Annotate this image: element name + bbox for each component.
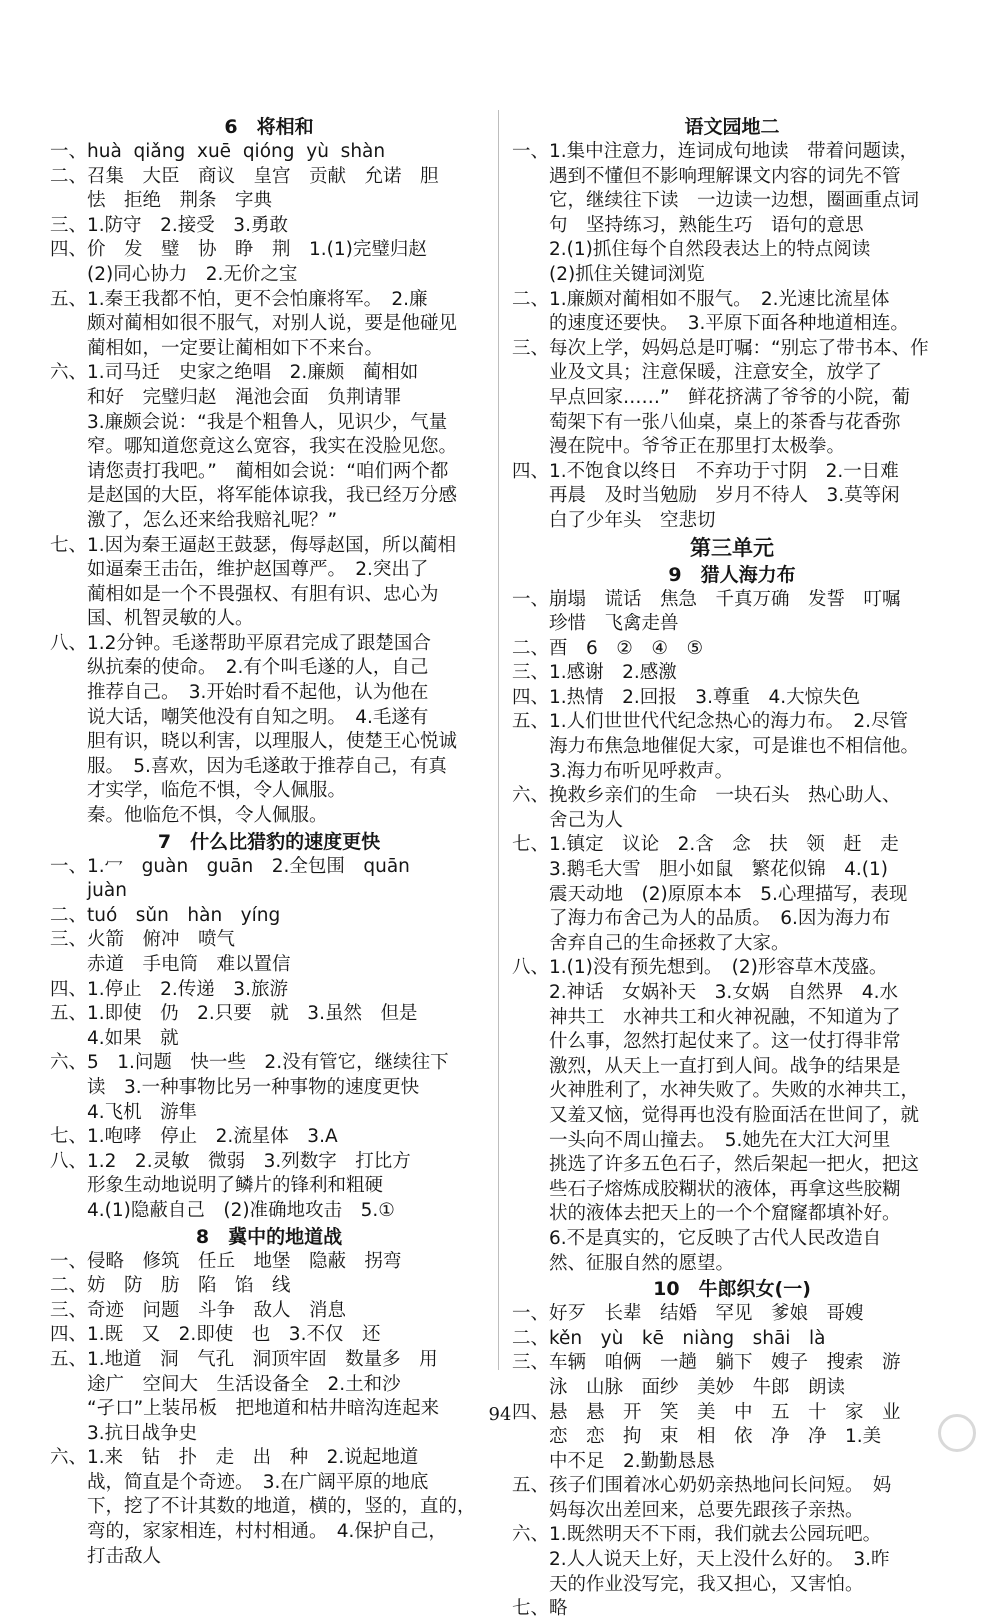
answer-line: 海力布焦急地催促大家，可是谁也不相信他。	[512, 736, 920, 758]
answer-line: 些石子熔炼成胶糊状的液体，再拿这些胶糊	[512, 1178, 901, 1200]
answer-line: 萄架下有一张八仙桌，桌上的茶香与花香弥	[512, 411, 901, 433]
answer-line: 泳 山脉 面纱 美妙 牛郎 朗读	[512, 1376, 846, 1398]
answer-line: 二、tuó sǔn hàn yíng	[50, 904, 281, 926]
answer-line: 三、每次上学，妈妈总是叮嘱：“别忘了带书本、作	[512, 337, 929, 359]
answer-line: (2)抓住关键词浏览	[512, 263, 705, 285]
answer-line: 状的液体去把天上的一个个窟窿都填补好。	[512, 1203, 901, 1225]
answer-line: 了海力布舍己为人的品质。 6.因为海力布	[512, 908, 891, 930]
answer-line: 下，挖了不计其数的地道，横的，竖的，直的，	[50, 1496, 476, 1518]
answer-line: 三、车辆 咱俩 一趟 躺下 嫂子 搜索 游	[512, 1352, 901, 1374]
answer-line: 舍己为人	[512, 809, 624, 831]
answer-line: 一、好歹 长辈 结婚 罕见 爹娘 哥嫂	[512, 1303, 864, 1325]
answer-line: 国、机智灵敏的人。	[50, 608, 254, 630]
answer-line: 请您责打我吧。” 蔺相如会说：“咱们两个都	[50, 460, 449, 482]
answer-line: 四、1.停止 2.传递 3.旅游	[50, 978, 288, 1000]
answer-line: 遇到不懂但不影响理解课文内容的词先不管	[512, 165, 901, 187]
answer-line: 和好 完璧归赵 渑池会面 负荆请罪	[50, 386, 402, 408]
answer-line: 六、5 1.问题 快一些 2.没有管它，继续往下	[50, 1052, 449, 1074]
answer-line: 3.海力布听见呼救声。	[512, 760, 734, 782]
answer-line: 再晨 及时当勉励 岁月不待人 3.莫等闲	[512, 485, 900, 507]
answer-line: 窄。哪知道您竟这么宽容，我实在没脸见您。	[50, 436, 458, 458]
answer-line: 怯 拒绝 荆条 字典	[50, 190, 273, 212]
answer-line: 弯的，家家相连，村村相通。 4.保护自己，	[50, 1521, 447, 1543]
answer-line: 神共工 水神共工和火神祝融，不知道为了	[512, 1006, 901, 1028]
answer-line: 又羞又恼，觉得再也没有脸面活在世间了，就	[512, 1104, 920, 1126]
answer-line: “孑口”上装吊板 把地道和枯井暗沟连起来	[50, 1398, 440, 1420]
answer-line: 4.如果 就	[50, 1027, 179, 1049]
answer-line: 七、略	[512, 1598, 568, 1620]
answer-line: 颇对蔺相如很不服气，对别人说，要是他碰见	[50, 313, 458, 335]
answer-line: 三、1.防守 2.接受 3.勇敢	[50, 214, 288, 236]
answer-line: 纵抗秦的使命。 2.有个叫毛遂的人，自己	[50, 657, 429, 679]
answer-line: 三、奇迹 问题 斗争 敌人 消息	[50, 1299, 347, 1321]
answer-line: 早点回家……” 鲜花挤满了爷爷的小院，葡	[512, 386, 911, 408]
answer-line: 是赵国的大臣，将军能体谅我，我已经万分感	[50, 485, 458, 507]
answer-line: 赤道 手电筒 难以置信	[50, 954, 291, 975]
answer-line: 四、1.热情 2.回报 3.尊重 4.大惊失色	[512, 686, 861, 708]
section-title: 6 将相和	[224, 116, 314, 138]
answer-line: 途广 空间大 生活设备全 2.土和沙	[50, 1373, 401, 1395]
answer-line: 六、挽救乡亲们的生命 一块石头 热心助人、	[512, 785, 901, 807]
column-divider	[498, 110, 499, 1370]
answer-line: 四、悬 悬 开 笑 美 中 五 十 家 业	[512, 1401, 901, 1423]
answer-line: 二、kěn yù kē niàng shāi là	[512, 1327, 826, 1349]
answer-line: 五、1.地道 洞 气孔 洞顶牢固 数量多 用	[50, 1348, 438, 1370]
answer-line: 蔺相如是一个不畏强权、有胆有识、忠心为	[50, 583, 439, 605]
section-title: 第三单元	[690, 535, 774, 560]
answer-line: 五、孩子们围着冰心奶奶亲热地问长问短。 妈	[512, 1475, 892, 1497]
answer-line: 六、1.既然明天不下雨，我们就去公园玩吧。	[512, 1524, 882, 1546]
answer-line: 它，继续往下读 一边读一边想，圈画重点词	[512, 190, 920, 212]
answer-line: 的速度还要快。 3.平原下面各种地道相连。	[512, 313, 909, 335]
answer-line: 一、崩塌 谎话 焦急 千真万确 发誓 叮嘱	[512, 588, 901, 610]
answer-line: 业及文具；注意保暖，注意安全，放学了	[512, 362, 883, 384]
right-column	[512, 114, 952, 1622]
answer-line: 四、1.既 又 2.即使 也 3.不仅 还	[50, 1324, 381, 1346]
answer-line: 珍惜 飞禽走兽	[512, 613, 679, 635]
answer-line: 妈每次出差回来，总要先跟孩子亲热。	[512, 1499, 864, 1521]
answer-line: 什么事，忽然打起仗来了。这一仗打得非常	[512, 1031, 901, 1053]
answer-line: 震天动地 (2)原原本本 5.心理描写，表现	[512, 883, 908, 905]
answer-line: 二、召集 大臣 商议 皇宫 贡献 允诺 胆	[50, 165, 439, 187]
answer-line: 二、1.廉颇对蔺相如不服气。 2.光速比流星体	[512, 288, 890, 310]
answer-line: 中不足 2.勤勤恳恳	[512, 1450, 715, 1472]
answer-line: 六、1.来 钻 扑 走 出 种 2.说起地道	[50, 1447, 419, 1469]
answer-line: 激了，怎么还来给我赔礼呢？”	[50, 509, 338, 531]
answer-line: 一、huà qiǎng xuē qióng yù shàn	[50, 141, 386, 162]
answer-line: 2.神话 女娲补天 3.女娲 自然界 4.水	[512, 982, 898, 1003]
answer-line: 三、1.感谢 2.感激	[512, 662, 677, 684]
watermark	[806, 1408, 984, 1486]
answer-line: 八、1.2 2.灵敏 微弱 3.列数字 打比方	[50, 1150, 411, 1172]
answer-line: 4.(1)隐蔽自己 (2)准确地攻击 5.①	[50, 1199, 395, 1221]
answer-line: 推荐自己。 3.开始时看不起他，认为他在	[50, 682, 429, 704]
watermark-badge-icon	[938, 1414, 976, 1452]
answer-line: 白了少年头 空悲切	[512, 509, 716, 531]
answer-line: 二、酉 6 ② ④ ⑤	[512, 637, 704, 659]
answer-line: 句 坚持练习，熟能生巧 语句的意思	[512, 214, 864, 236]
answer-line: 一、1.集中注意力，连词成句地读 带着问题读，	[512, 141, 919, 162]
answer-line: 一、1.冖 guàn guān 2.全包围 quān	[50, 855, 410, 877]
answer-line: 四、价 发 璧 协 睁 荆 1.(1)完璧归赵	[50, 239, 427, 261]
answer-line: 四、1.不饱食以终日 不弃功于寸阴 2.一日难	[512, 460, 899, 482]
answer-line: 挑选了许多五色石子，然后架起一把火，把这	[512, 1154, 920, 1176]
answer-line: 打击敌人	[50, 1545, 162, 1567]
answer-line: 激烈，从天上一直打到人间。战争的结果是	[512, 1055, 901, 1077]
answer-line: 3.抗日战争史	[50, 1422, 198, 1444]
answer-line: (2)同心协力 2.无价之宝	[50, 263, 298, 285]
answer-line: 2.(1)抓住每个自然段表达上的特点阅读	[512, 239, 871, 261]
answer-line: 秦。他临危不惧，令人佩服。	[50, 805, 328, 827]
answer-line: 胆有识，晓以利害，以理服人，使楚王心悦诚	[50, 731, 458, 753]
answer-line: 二、妨 防 肪 陷 馅 线	[50, 1275, 291, 1297]
answer-line: 七、1.镇定 议论 2.含 念 扶 领 赶 走	[512, 834, 899, 856]
answer-line: 战，简直是个奇迹。 3.在广阔平原的地底	[50, 1471, 429, 1493]
answer-line: 蔺相如，一定要让蔺相如下不来台。	[50, 337, 384, 359]
answer-line: 五、1.即使 仍 2.只要 就 3.虽然 但是	[50, 1003, 418, 1025]
answer-line: 六、1.司马迁 史家之绝唱 2.廉颇 蔺相如	[50, 362, 419, 384]
answer-line: 一头向不周山撞去。 5.她先在大江大河里	[512, 1129, 891, 1151]
answer-line: 一、侵略 修筑 任丘 地堡 隐蔽 拐弯	[50, 1250, 402, 1272]
answer-line: 八、1.(1)没有预先想到。 (2)形容草木茂盛。	[512, 957, 888, 979]
left-column	[50, 114, 488, 1569]
answer-line: 漫在院中。爷爷正在那里打太极拳。	[512, 436, 846, 458]
answer-line: 七、1.因为秦王逼赵王鼓瑟，侮辱赵国，所以蔺相	[50, 534, 457, 556]
answer-line: 才实学，临危不惧，令人佩服。	[50, 780, 347, 802]
answer-line: 6.不是真实的，它反映了古代人民改造自	[512, 1227, 882, 1249]
answer-line: 服。 5.喜欢，因为毛遂敢于推荐自己，有真	[50, 755, 447, 777]
answer-line: 然、征服自然的愿望。	[512, 1252, 735, 1274]
section-title: 语文园地二	[684, 116, 780, 138]
answer-line: 八、1.2分钟。毛遂帮助平原君完成了跟楚国合	[50, 632, 431, 654]
answer-line: 火神胜利了，水神失败了。失败的水神共工，	[512, 1080, 920, 1102]
answer-line: 读 3.一种事物比另一种事物的速度更快	[50, 1076, 420, 1098]
answer-line: 五、1.人们世世代代纪念热心的海力布。 2.尽管	[512, 711, 909, 733]
answer-line: 天的作业没写完，我又担心，又害怕。	[512, 1573, 864, 1595]
answer-line: 说大话，嘲笑他没有自知之明。 4.毛遂有	[50, 706, 429, 728]
answer-line: 形象生动地说明了鳞片的锋利和粗硬	[50, 1175, 384, 1197]
section-title: 7 什么比猎豹的速度更快	[157, 830, 381, 853]
answer-line: 七、1.咆哮 停止 2.流星体 3.A	[50, 1126, 338, 1148]
answer-line: 舍弃自己的生命拯救了大家。	[512, 932, 790, 954]
answer-line: 五、1.秦王我都不怕，更不会怕廉将军。 2.廉	[50, 288, 428, 310]
section-title: 8 冀中的地道战	[195, 1225, 343, 1248]
section-title: 10 牛郎织女(一)	[653, 1278, 811, 1301]
answer-line: 4.飞机 游隼	[50, 1101, 198, 1123]
answer-line: 2.人人说天上好，天上没什么好的。 3.昨	[512, 1549, 890, 1571]
answer-line: 3.鹅毛大雪 胆小如鼠 繁花似锦 4.(1)	[512, 859, 889, 881]
section-title: 9 猎人海力布	[668, 563, 796, 586]
page-number: 94	[488, 1404, 512, 1425]
answer-line: 三、火箭 俯冲 喷气	[50, 929, 236, 951]
answer-line: 恋 恋 拘 束 相 依 净 净 1.美	[512, 1426, 882, 1448]
answer-line: 如逼秦王击缶，维护赵国尊严。 2.突出了	[50, 559, 429, 581]
answer-line: 3.廉颇会说：“我是个粗鲁人，见识少，气量	[50, 411, 448, 433]
answer-line: juàn	[50, 880, 127, 902]
